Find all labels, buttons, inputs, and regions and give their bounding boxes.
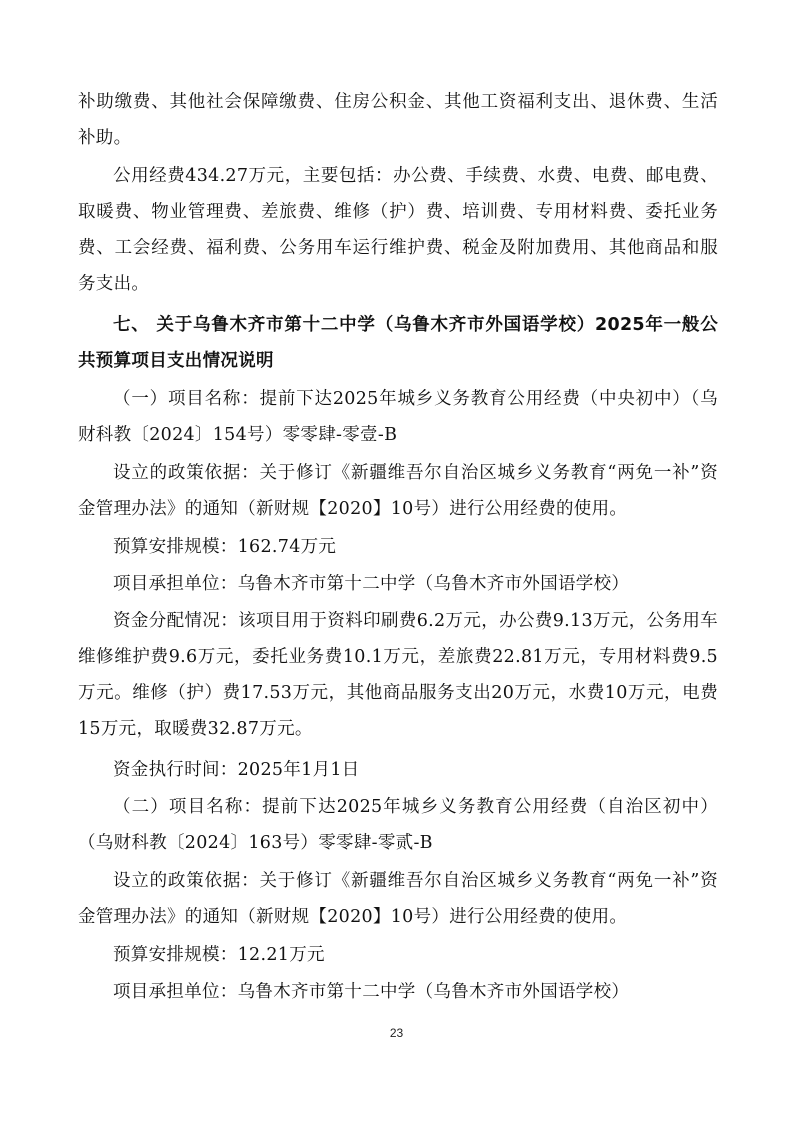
project-one-budget-scale: 预算安排规模：162.74万元 bbox=[113, 537, 337, 557]
section-heading-seven: 七、 关于乌鲁木齐市第十二中学（乌鲁木齐市外国语学校）2025年一般公共预算项目支出情况说明 bbox=[78, 315, 718, 371]
project-one-execution-time: 资金执行时间：2025年1月1日 bbox=[113, 760, 360, 780]
project-one-fund-allocation: 资金分配情况：该项目用于资料印刷费6.2万元，办公费9.13万元，公务用车维修维护费9.6万元，委托业务费10.1万元，差旅费22.81万元，专用材料费9.5万元。维修（护）费17.53万元，其他商品服务支出20万元，水费10万元，电费15万元，取暖费32.87万元。 bbox=[78, 611, 718, 739]
project-one-policy-basis: 设立的政策依据：关于修订《新疆维吾尔自治区城乡义务教育“两免一补”资金管理办法》的通知（新财规【2020】10号）进行公用经费的使用。 bbox=[78, 463, 718, 519]
paragraph-personnel-continued: 补助缴费、其他社会保障缴费、住房公积金、其他工资福利支出、退休费、生活补助。 bbox=[78, 92, 718, 148]
project-two-unit: 项目承担单位：乌鲁木齐市第十二中学（乌鲁木齐市外国语学校） bbox=[113, 982, 630, 1002]
paragraph-public-expenses: 公用经费434.27万元，主要包括：办公费、手续费、水费、电费、邮电费、取暖费、物业管理费、差旅费、维修（护）费、培训费、专用材料费、委托业务费、工会经费、福利费、公务用车运行维护费、税金及附加费用、其他商品和服务支出。 bbox=[78, 166, 718, 294]
page-number: 23 bbox=[389, 1026, 404, 1040]
project-one-name: （一）项目名称：提前下达2025年城乡义务教育公用经费（中央初中）（乌财科教〔2024〕154号）零零肆-零壹-B bbox=[78, 389, 718, 445]
project-two-budget-scale: 预算安排规模：12.21万元 bbox=[113, 945, 325, 965]
project-one-unit: 项目承担单位：乌鲁木齐市第十二中学（乌鲁木齐市外国语学校） bbox=[113, 574, 630, 594]
project-two-name: （二）项目名称：提前下达2025年城乡义务教育公用经费（自治区初中）（乌财科教〔2024〕163号）零零肆-零贰-B bbox=[78, 797, 718, 853]
project-two-policy-basis: 设立的政策依据：关于修订《新疆维吾尔自治区城乡义务教育“两免一补”资金管理办法》的通知（新财规【2020】10号）进行公用经费的使用。 bbox=[78, 871, 718, 927]
